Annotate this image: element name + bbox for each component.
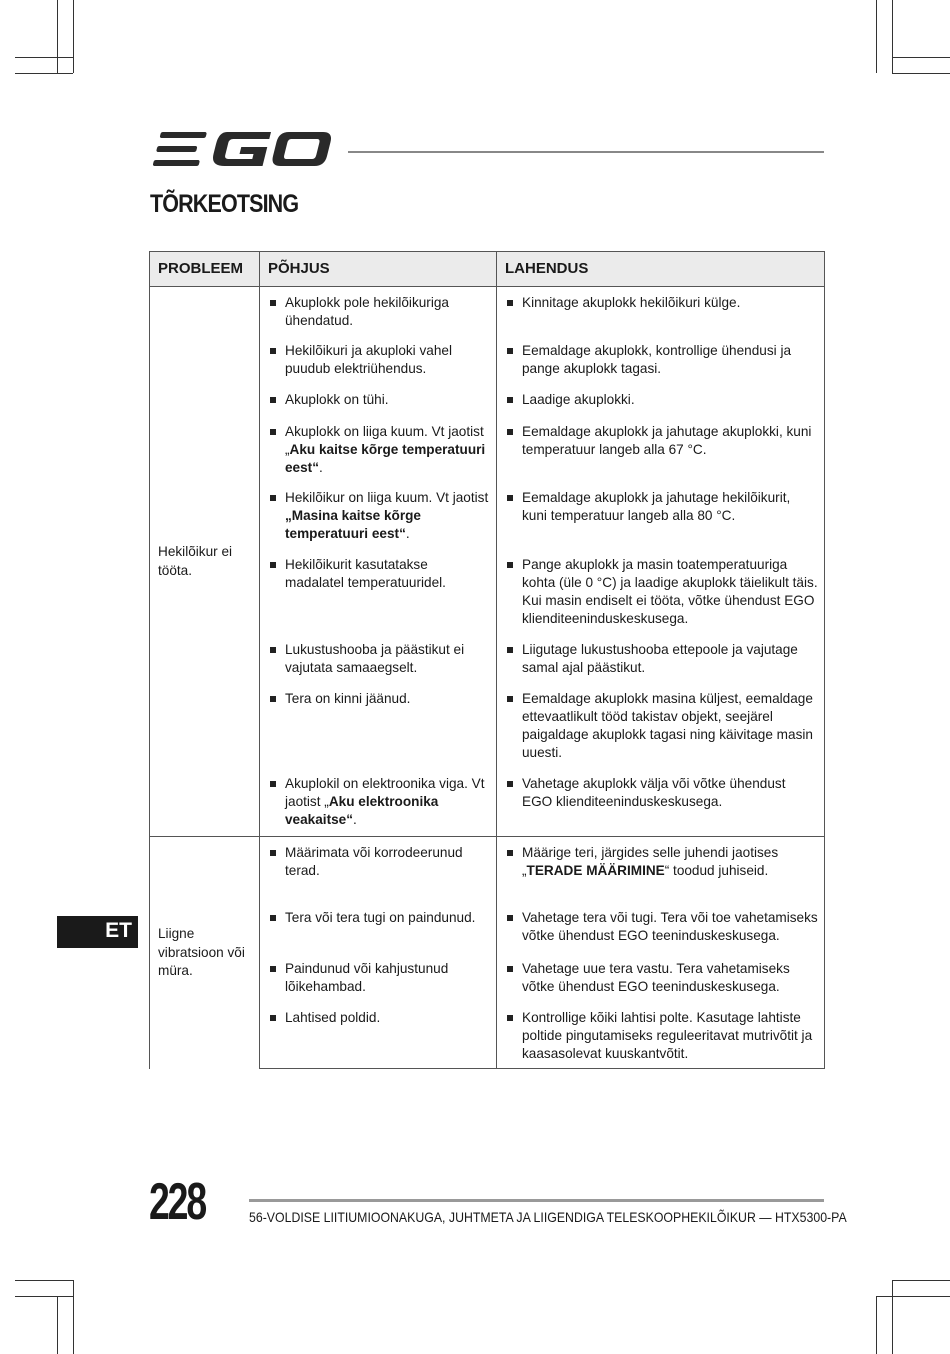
header-rule <box>348 151 824 153</box>
bullet-icon <box>507 647 513 653</box>
solution-item <box>507 1009 818 1064</box>
cause-cell <box>260 769 497 837</box>
solution-item <box>507 641 818 677</box>
cause-cell <box>260 550 497 635</box>
bullet-icon <box>270 495 276 501</box>
cause-cell <box>260 385 497 416</box>
cause-cell <box>260 287 497 336</box>
header-cause: PÕHJUS <box>260 252 497 287</box>
cause-item <box>270 1009 490 1027</box>
solution-cell <box>497 769 825 837</box>
solution-cell <box>497 287 825 336</box>
solution-text: Kontrollige kõiki lahtisi polte. Kasutage lahtiste poltide pingutamiseks reguleeritavat mutrivõtit ja kaasasolevat kuuskantvõtit. <box>522 1009 813 1061</box>
bullet-icon <box>270 300 276 306</box>
solution-cell <box>497 416 825 483</box>
bullet-icon <box>270 781 276 787</box>
solution-text: Eemaldage akuplokk ja jahutage akuplokki, kuni temperatuur langeb alla 67 °C. <box>522 423 812 457</box>
cause-cell <box>260 483 497 550</box>
crop-mark <box>892 0 893 73</box>
table-row <box>150 837 825 903</box>
solution-item <box>507 342 818 378</box>
crop-mark <box>15 57 73 58</box>
header-solution: LAHENDUS <box>497 252 825 287</box>
solution-cell <box>497 385 825 416</box>
cause-cell <box>260 416 497 483</box>
bullet-icon <box>507 1015 513 1021</box>
solution-text: Laadige akuplokki. <box>522 391 635 407</box>
page-title: TÕRKEOTSING <box>150 190 299 218</box>
cause-item <box>270 960 490 996</box>
bold-reference-text: Aku kaitse kõrge temperatuuri eest“ <box>285 441 486 475</box>
solution-text: Pange akuplokk ja masin toatemperatuuriga kohta (üle 0 °C) ja laadige akuplokk täielikult täis. Kui masin endiselt ei tööta, võtke ühendust EGO klienditeeninduskeskusega. <box>522 556 818 627</box>
solution-cell <box>497 954 825 1003</box>
cause-cell <box>260 903 497 954</box>
bullet-icon <box>270 397 276 403</box>
solution-cell <box>497 903 825 954</box>
cause-item <box>270 690 490 708</box>
language-tab <box>57 916 138 948</box>
crop-mark <box>57 1296 58 1354</box>
cause-text: Lahtised poldid. <box>285 1009 381 1025</box>
solution-item <box>507 391 818 409</box>
solution-text: Vahetage akuplokk välja või võtke ühendust EGO klienditeeninduskeskusega. <box>522 775 786 809</box>
solution-cell <box>497 550 825 635</box>
cause-text: Tera on kinni jäänud. <box>285 690 411 706</box>
solution-text: Kinnitage akuplokk hekilõikuri külge. <box>522 295 741 310</box>
crop-mark <box>15 1280 73 1281</box>
solution-text: Eemaldage akuplokk masina küljest, eemaldage ettevaatlikult tööd takistav objekt, seejärel paigaldage akuplokk tagasi ning käivitage masin uuesti. <box>522 690 813 761</box>
table-header-row <box>150 252 825 287</box>
bold-reference-text: Aku elektroonika veakaitse“ <box>285 793 439 827</box>
cause-cell <box>260 837 497 903</box>
solution-item <box>507 690 818 763</box>
cause-text: Paindunud või kahjustunud lõikehambad. <box>285 960 449 994</box>
solution-cell <box>497 1003 825 1069</box>
problem-text: Liigne vibratsioon või müra. <box>158 926 245 978</box>
solution-item <box>507 844 818 880</box>
cause-item <box>270 641 490 677</box>
cause-cell <box>260 635 497 684</box>
crop-mark <box>15 1296 73 1297</box>
solution-text: Eemaldage akuplokk, kontrollige ühendusi ja pange akuplokk tagasi. <box>522 342 792 376</box>
problem-text: Hekilõikur ei tööta. <box>158 544 233 578</box>
ego-logo <box>150 128 332 172</box>
cause-text: Akuplokk on tühi. <box>285 391 389 407</box>
bullet-icon <box>507 300 513 306</box>
header-problem: PROBLEEM <box>150 252 260 287</box>
bullet-icon <box>507 429 513 435</box>
cause-text: Tera või tera tugi on paindunud. <box>285 909 476 925</box>
table-row <box>150 287 825 336</box>
solution-text: Eemaldage akuplokk ja jahutage hekilõikurit, kuni temperatuur langeb alla 80 °C. <box>522 489 791 523</box>
language-tab-label: ET <box>105 919 132 942</box>
cause-text: Hekilõikur on liiga kuum. Vt jaotist <box>285 489 489 505</box>
cause-item <box>270 556 490 592</box>
bullet-icon <box>507 966 513 972</box>
problem-cell <box>150 287 260 837</box>
solution-item <box>507 775 818 811</box>
bullet-icon <box>507 562 513 568</box>
bullet-icon <box>270 429 276 435</box>
solution-text: Liigutage lukustushooba ettepoole ja vajutage samal ajal päästikut. <box>522 641 798 675</box>
bold-reference-text: TERADE MÄÄRIMINE <box>526 863 665 879</box>
cause-item <box>270 391 490 409</box>
crop-mark <box>73 0 74 73</box>
crop-mark <box>876 0 877 73</box>
bullet-icon <box>270 696 276 702</box>
crop-mark <box>876 1296 950 1297</box>
cause-text: Hekilõikurit kasutatakse madalatel temperatuuridel. <box>285 556 446 590</box>
solution-item <box>507 294 818 312</box>
bullet-icon <box>507 696 513 702</box>
solution-item <box>507 556 818 629</box>
cause-item <box>270 775 490 830</box>
bold-reference-text: „Masina kaitse kõrge temperatuuri eest“ <box>285 507 421 541</box>
solution-item <box>507 909 818 945</box>
crop-mark <box>892 73 950 74</box>
cause-item <box>270 489 490 544</box>
cause-item <box>270 294 490 330</box>
cause-text: . <box>319 459 323 475</box>
solution-cell <box>497 837 825 903</box>
cause-text: Akuplokk pole hekilõikuriga ühendatud. <box>285 295 449 329</box>
solution-cell <box>497 635 825 684</box>
cause-cell <box>260 1003 497 1069</box>
bullet-icon <box>270 915 276 921</box>
solution-cell <box>497 336 825 385</box>
bullet-icon <box>270 850 276 856</box>
bullet-icon <box>270 348 276 354</box>
solution-text: Vahetage uue tera vastu. Tera vahetamiseks võtke ühendust EGO teeninduskeskusega. <box>522 960 790 994</box>
bullet-icon <box>507 495 513 501</box>
bullet-icon <box>270 562 276 568</box>
bullet-icon <box>507 915 513 921</box>
bullet-icon <box>507 781 513 787</box>
crop-mark <box>73 1280 74 1354</box>
cause-text: . <box>353 811 357 827</box>
solution-cell <box>497 684 825 769</box>
bullet-icon <box>270 966 276 972</box>
bullet-icon <box>270 1015 276 1021</box>
cause-text: Lukustushooba ja päästikut ei vajutata samaaegselt. <box>285 641 465 675</box>
solution-item <box>507 960 818 996</box>
troubleshooting-table <box>149 251 825 1069</box>
cause-text: Akuplokk on liiga kuum. Vt jaotist „ <box>285 423 484 457</box>
cause-text: . <box>405 525 410 541</box>
cause-cell <box>260 954 497 1003</box>
crop-mark <box>892 57 950 58</box>
cause-item <box>270 342 490 378</box>
cause-text: Akuplokil on elektroonika viga. Vt jaotist „ <box>285 775 485 809</box>
solution-text: Vahetage tera või tugi. Tera või toe vahetamiseks võtke ühendust EGO teeninduskeskusega. <box>522 909 818 943</box>
solution-text: Määrige teri, järgides selle juhendi jaotises „ <box>522 845 779 879</box>
footer-product-title: 56-VOLDISE LIITIUMIOONAKUGA, JUHTMETA JA LIIGENDIGA TELESKOOPHEKILÕIKUR — HTX5300-PA <box>249 1209 847 1225</box>
bullet-icon <box>507 397 513 403</box>
table-body <box>150 287 825 1069</box>
footer-rule <box>249 1199 824 1202</box>
bullet-icon <box>270 647 276 653</box>
crop-mark <box>15 73 73 74</box>
bullet-icon <box>507 850 513 856</box>
cause-item <box>270 909 490 927</box>
page-number: 228 <box>149 1173 205 1231</box>
solution-cell <box>497 483 825 550</box>
cause-cell <box>260 684 497 769</box>
cause-item <box>270 423 490 478</box>
cause-text: Määrimata või korrodeerunud terad. <box>285 845 463 879</box>
crop-mark <box>876 1296 877 1354</box>
cause-cell <box>260 336 497 385</box>
cause-item <box>270 844 490 880</box>
crop-mark <box>57 0 58 73</box>
bullet-icon <box>507 348 513 354</box>
crop-mark <box>892 1280 950 1281</box>
solution-item <box>507 489 818 525</box>
cause-text: Hekilõikuri ja akuploki vahel puudub elektriühendus. <box>285 342 452 376</box>
solution-text: “ toodud juhiseid. <box>664 863 769 879</box>
crop-mark <box>892 1280 893 1354</box>
problem-cell <box>150 837 260 1069</box>
solution-item <box>507 423 818 459</box>
